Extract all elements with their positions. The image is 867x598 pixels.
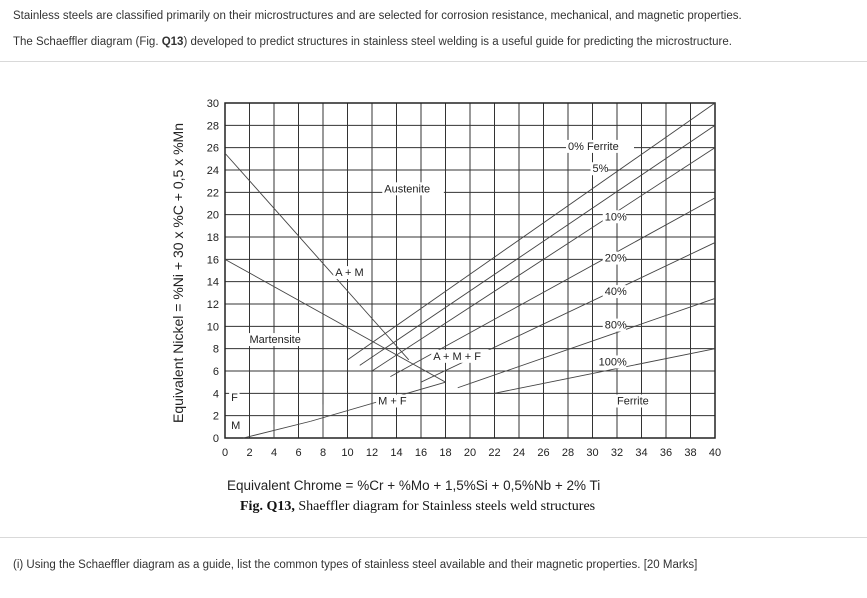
region-label: Martensite — [249, 334, 301, 347]
region-label: A + M — [335, 267, 364, 280]
x-tick-label: 28 — [561, 447, 575, 459]
y-tick-label: 4 — [212, 388, 219, 401]
phase-boundary-line — [225, 153, 409, 360]
figure-reference: Q13 — [161, 36, 184, 48]
x-tick-label: 24 — [512, 447, 526, 459]
x-tick-label: 30 — [586, 447, 599, 459]
x-tick-label: 32 — [610, 447, 624, 459]
x-tick-label: 14 — [390, 447, 403, 459]
y-tick-label: 22 — [206, 187, 219, 200]
y-tick-label: 20 — [206, 209, 219, 222]
y-tick-label: 16 — [206, 254, 219, 267]
ferrite-line-label: 80% — [604, 319, 627, 332]
y-tick-label: 2 — [212, 410, 219, 423]
y-tick-label: 28 — [206, 120, 219, 133]
region-label: Austenite — [384, 183, 431, 196]
y-tick-label: 24 — [206, 165, 219, 177]
y-tick-label: 30 — [206, 98, 219, 110]
ferrite-line-label: 40% — [604, 286, 627, 299]
ferrite-line-label: 5% — [592, 163, 609, 176]
y-axis-label: Equivalent Nickel = %Ni + 30 x %C + 0,5 x %Mn — [170, 123, 186, 423]
x-tick-label: 18 — [439, 447, 452, 459]
x-tick-label: 22 — [488, 447, 501, 459]
region-label: M + F — [378, 395, 407, 408]
y-tick-label: 0 — [212, 433, 219, 445]
ferrite-line-label: 20% — [604, 252, 627, 265]
question-text: (i) Using the Schaeffler diagram as a guide, list the common types of stainless steel available and their magnetic properties. [20 Marks] — [13, 559, 698, 571]
bottom-divider — [0, 537, 867, 538]
x-tick-label: 40 — [708, 447, 722, 459]
region-label: A + M + F — [433, 350, 481, 363]
y-tick-label: 10 — [206, 321, 219, 334]
phase-boundary-line — [243, 421, 310, 438]
x-tick-label: 26 — [537, 447, 550, 459]
intro-line-2-start: The Schaeffler diagram (Fig. — [13, 36, 162, 48]
x-tick-label: 20 — [463, 447, 477, 459]
y-tick-label: 18 — [206, 232, 219, 244]
ferrite-iso-line — [348, 103, 716, 360]
x-tick-label: 8 — [319, 447, 327, 459]
y-tick-label: 12 — [206, 299, 219, 311]
x-tick-label: 6 — [295, 447, 302, 459]
region-label: F — [231, 392, 238, 405]
intro-line-2-end: ) developed to predict structures in stainless steel welding is a useful guide for predicting the microstructure. — [183, 36, 732, 48]
figure-caption-label: Fig. Q13, — [240, 499, 295, 514]
x-tick-label: 4 — [270, 447, 278, 459]
x-tick-label: 2 — [246, 447, 253, 459]
ferrite-iso-line — [360, 125, 715, 365]
region-label: M — [231, 420, 241, 433]
x-tick-label: 12 — [365, 447, 379, 459]
y-tick-label: 14 — [206, 276, 219, 289]
x-tick-label: 38 — [684, 447, 697, 459]
intro-text-line-2 — [13, 36, 732, 48]
x-tick-label: 36 — [659, 447, 673, 459]
ferrite-line-label: 100% — [598, 356, 627, 369]
x-tick-label: 34 — [635, 447, 648, 459]
figure-caption — [240, 499, 595, 515]
y-tick-label: 8 — [212, 343, 219, 356]
y-tick-label: 6 — [212, 366, 219, 378]
ferrite-line-label: 10% — [604, 211, 627, 224]
x-tick-label: 10 — [341, 447, 354, 459]
x-tick-label: 16 — [414, 447, 428, 459]
intro-text-line-1: Stainless steels are classified primarily on their microstructures and are selected for corrosion resistance, mechanical, and magnetic properties. — [13, 10, 742, 22]
y-tick-label: 26 — [206, 142, 219, 155]
ferrite-line-label: 0% Ferrite — [568, 140, 619, 153]
figure-caption-text: Shaeffler diagram for Stainless steels weld structures — [294, 499, 596, 514]
region-label: Ferrite — [617, 395, 649, 408]
schaeffler-diagram — [0, 62, 867, 502]
x-tick-label: 0 — [221, 447, 229, 459]
x-axis-label: Equivalent Chrome = %Cr + %Mo + 1,5%Si + 0,5%Nb + 2% Ti — [227, 478, 601, 493]
